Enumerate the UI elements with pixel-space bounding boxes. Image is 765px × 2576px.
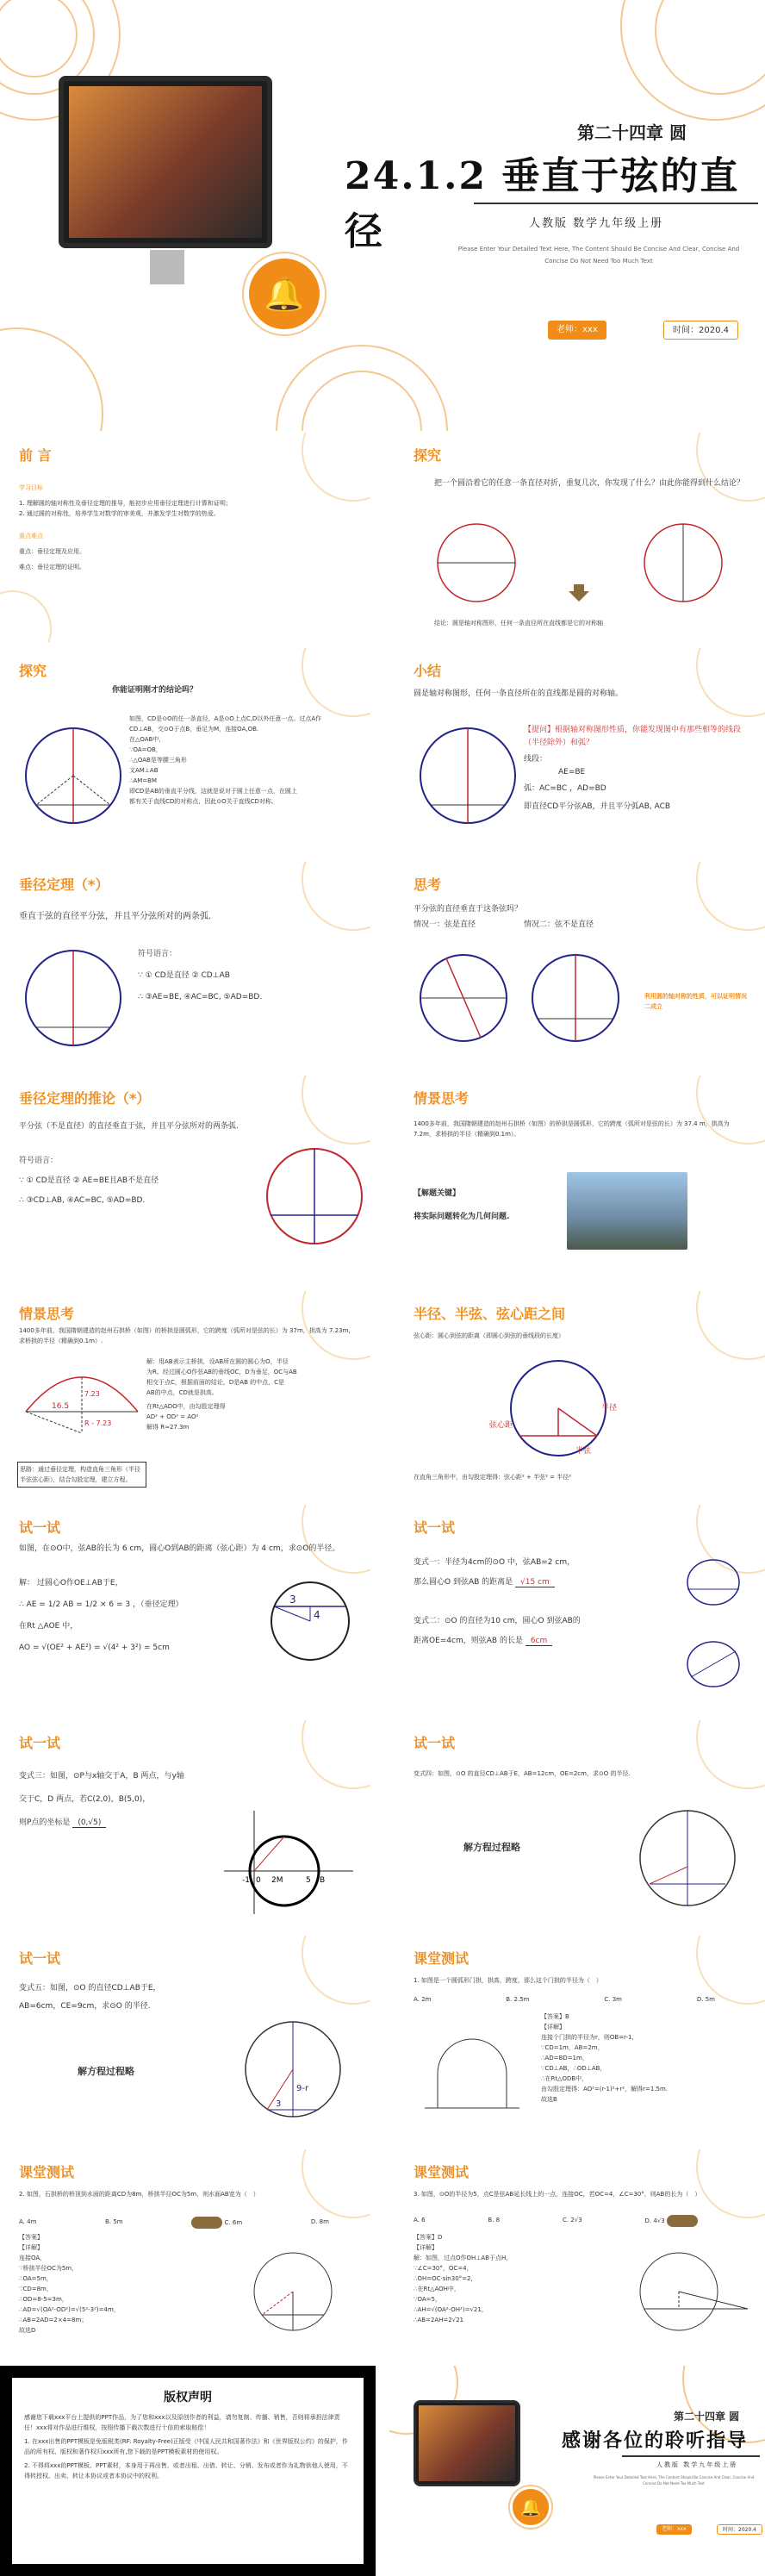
proof-line: 都有关于直线CD的对称点，因此⊙O关于直线CD对称。 xyxy=(129,798,277,805)
answer-line: ∴AB=2AH=2√21 xyxy=(414,2317,464,2323)
method-note: 思路：通过垂径定理，构造直角三角形（半径半弦弦心距），结合勾股定理，建立方程。 xyxy=(17,1462,146,1488)
answer-line: 由勾股定理得：AO²=(r-1)²+r²，解得r=1.5m. xyxy=(541,2086,668,2093)
option-d[interactable]: D. 4√3 xyxy=(644,2217,665,2224)
problem-text: 距离OE=4cm，则弦AB 的长是 xyxy=(414,1637,523,1645)
circle-figure xyxy=(627,1798,748,1918)
answer-line: ∴AD=√(OA²-OD²)=√(5²-3²)=4m， xyxy=(19,2306,120,2313)
option-a[interactable]: A. 4m xyxy=(19,2218,37,2225)
label-n2: 4 xyxy=(314,1609,320,1621)
axis-label: 5 xyxy=(306,1876,311,1885)
coordinate-figure xyxy=(220,1806,358,1918)
answer: AE=BE xyxy=(558,768,586,777)
answer-line: ∴OD=8-5=3m， xyxy=(19,2296,68,2303)
label-radius: 半径 xyxy=(601,1404,618,1413)
proof-line: 在△OAB中， xyxy=(129,736,165,743)
solution-line: 为R。经过圆心O作弦AB的垂线OC，D为垂足，OC与AB xyxy=(146,1369,297,1375)
solution-line: AO = √(OE² + AE²) = √(4² + 3²) = 5cm xyxy=(19,1644,170,1652)
slide-title: 前 言 xyxy=(19,447,52,464)
slide-try-2 xyxy=(395,1505,765,1714)
highlight-dot xyxy=(667,2215,698,2227)
option-c[interactable]: C. 3m xyxy=(604,1996,622,2003)
problem-text: 变式三：如图，⊙P与x轴交于A，B 两点，与y轴 xyxy=(19,1772,184,1781)
problem-text: 变式二：⊙O 的直径为10 cm，圆心O 到弦AB的 xyxy=(414,1617,581,1625)
problem-text: 如图，在⊙O中，弦AB的长为 6 cm，圆心O到AB的距离（弦心距）为 4 cm，求⊙O的半径。 xyxy=(19,1544,340,1553)
fold-figures xyxy=(429,515,731,610)
label-n2: 3 xyxy=(276,2099,282,2109)
problem-text: 1400多年前，我国隋朝建造的赵州石拱桥（如图）的桥拱是圆弧形，它的跨度（弧所对是弦的长）为 37m，拱高为 7.23m,求桥拱的半径（精确到0.1m）. xyxy=(19,1327,351,1344)
note: 利用圆的轴对称的性质，可以证明情况二成立 xyxy=(644,993,747,1010)
slide-try-4 xyxy=(395,1720,765,1930)
question: 你能证明刚才的结论吗？ xyxy=(112,686,198,695)
label-n1: 9-r xyxy=(296,2084,309,2093)
answer-line: 【详解】 xyxy=(541,2024,565,2030)
answer-line: 连接OA， xyxy=(19,2255,47,2261)
axis-label: 0 xyxy=(256,1876,261,1885)
label: 线段： xyxy=(524,755,548,764)
circle-figure xyxy=(258,1574,362,1668)
conclusion: ∴ ③CD⊥AB, ④AC=BC, ⑤AD=BD. xyxy=(19,1196,146,1205)
slide-title: 课堂测试 xyxy=(414,2164,470,2180)
answer-line: ∴AD=BD=1m， xyxy=(541,2055,588,2061)
label-n3: 7.23 xyxy=(84,1390,100,1398)
slide-title: 课堂测试 xyxy=(19,2164,75,2180)
bell-icon: 🔔 xyxy=(244,253,325,334)
slide-title: 试一试 xyxy=(19,1950,61,1967)
slide-relations xyxy=(395,1291,765,1500)
problem-text: 变式五：如图，⊙O 的直径CD⊥AB于E， xyxy=(19,1984,161,1993)
answer-line: 【答案】B xyxy=(541,2013,569,2020)
bell-icon: 🔔 xyxy=(510,2486,551,2528)
slide-title: 课堂测试 xyxy=(414,1950,470,1967)
edition-label: 人教版 数学九年级上册 xyxy=(656,2461,738,2468)
option-b[interactable]: B. 2.5m xyxy=(506,1996,530,2003)
option-a[interactable]: A. 2m xyxy=(414,1996,432,2003)
slide-theorem xyxy=(0,862,370,1071)
date-badge: 时间：2020.4 xyxy=(663,321,738,340)
answer: 解得 R≈27.3m xyxy=(146,1424,190,1431)
subtext: Please Enter Your Detailed Text Here, The Content Should Be Concise And Clear, Concise And Concise Do Not Need Too Much Text xyxy=(457,246,740,265)
arch-door-figure xyxy=(420,2013,524,2117)
summary-text: 圆是轴对称图形，任何一条直径所在的直线都是圆的对称轴。 xyxy=(414,689,624,698)
solution-line: ∴ AE = 1/2 AB = 1/2 × 6 = 3 ，（垂径定理） xyxy=(19,1600,183,1609)
option-d[interactable]: D. 5m xyxy=(696,1996,715,2003)
solution-line: AB的中点，CD就是拱高。 xyxy=(146,1389,218,1396)
slide-corollary xyxy=(0,1076,370,1285)
answer-line: ∴在Rt△AOH中， xyxy=(414,2286,460,2292)
axis-label: 2M xyxy=(271,1876,283,1885)
answer-line: ∵CD=1m，AB=2m， xyxy=(541,2044,604,2051)
problem-text: 变式四：如图，⊙O 的直径CD⊥AB于E，AB=12cm，OE=2cm，求⊙O 的半径. xyxy=(414,1770,631,1777)
problem-text: AB=6cm，CE=9cm，求⊙O 的半径. xyxy=(19,2002,151,2011)
answer-line: 故选D xyxy=(19,2327,36,2334)
cover-slide xyxy=(0,0,765,431)
formula: 在直角三角形中，由勾股定理得：弦心距² + 半弦² = 半径² xyxy=(414,1474,572,1481)
circle-figure xyxy=(619,2244,756,2339)
key-1: 重点：垂径定理及应用。 xyxy=(19,548,85,555)
problem-text: 则P点的坐标是 xyxy=(19,1818,71,1827)
chapter-title: 第二十四章 圆 xyxy=(577,122,687,143)
subtext: Please Enter Your Detailed Text Here, The Content Should Be Concise And Clear, Concise And Concise Do Not Need Too Much Text xyxy=(593,2475,755,2486)
slide-try-5 xyxy=(0,1936,370,2145)
answer: √15 cm xyxy=(515,1578,555,1587)
key-label: 重点难点 xyxy=(19,533,43,540)
circle-figure xyxy=(412,715,524,836)
axis-label: -1 xyxy=(242,1876,250,1885)
answer-line: 【详解】 xyxy=(19,2244,43,2251)
slide-preface xyxy=(0,433,370,642)
slide-title: 试一试 xyxy=(19,1735,61,1751)
slide-title: 垂径定理（*） xyxy=(19,876,109,893)
slide-summary xyxy=(395,648,765,858)
option-b[interactable]: B. 5m xyxy=(105,2218,123,2225)
solution-line: 相交于点C，根据前面的结论，D是AB 的中点，C是 xyxy=(146,1379,284,1386)
page-title: 24.1.2 垂直于弦的直径 xyxy=(345,154,740,253)
answer: (0,√5) xyxy=(72,1818,106,1828)
solution-line: 在Rt △AOE 中， xyxy=(19,1622,78,1631)
answer-line: ∴OA=5m， xyxy=(19,2275,53,2282)
monitor-image xyxy=(414,2400,520,2486)
answer-line: ∵桥拱半径OC为5m， xyxy=(19,2265,78,2272)
divider xyxy=(622,2455,760,2457)
question: 2. 如图，石拱桥的桥顶到水面的距离CD为8m，桥拱半径OC为5m，则水面AB宽为（ ） xyxy=(19,2191,259,2198)
bridge-photo xyxy=(567,1172,687,1250)
answer-line: ∴AH=√(OA²-OH²)=√21， xyxy=(414,2306,488,2313)
answer-line: 故选B xyxy=(541,2096,557,2103)
proof-line: ∴AM=BM xyxy=(129,777,157,784)
corollary-text: 平分弦（不是直径）的直径垂直于弦，并且平分弦所对的两条弧. xyxy=(19,1122,239,1131)
theorem-text: 垂直于弦的直径平分弦，并且平分弦所对的两条弧. xyxy=(19,912,212,921)
question: 把一个圆沿着它的任意一条直径对折，重复几次，你发现了什么？由此你能得到什么结论？ xyxy=(434,479,745,488)
definition: 弦心距：圆心到弦的距离（即圆心到弦的垂线段的长度） xyxy=(414,1332,564,1339)
teacher-badge: 老师：xxx xyxy=(656,2524,692,2535)
question: 3. 如图，⊙O的半径为5，点C是弦AB延长线上的一点，连接OC，若OC=4，∠C=30°，则AB的长为（ ） xyxy=(414,2191,701,2198)
copyright-slide xyxy=(0,2366,376,2576)
slide-title: 探究 xyxy=(414,447,442,464)
label-distance: 弦心距 xyxy=(489,1421,513,1430)
label: 符号语言： xyxy=(138,950,177,958)
answer-line: ∴OH=OC·sin30°=2， xyxy=(414,2275,477,2282)
option-b[interactable]: B. 8 xyxy=(488,2217,501,2224)
answer-line: ∵∠C=30°，OC=4， xyxy=(414,2265,473,2272)
circle-figure xyxy=(241,2244,345,2339)
goal-2: 2. 通过圆的对称性，培养学生对数学的审美观，并激发学生对数学的热爱。 xyxy=(19,510,220,517)
teacher-badge: 老师：xxx xyxy=(548,321,606,340)
slide-title: 情景思考 xyxy=(414,1090,470,1107)
circle-figure xyxy=(17,715,129,836)
copyright-text: 感谢您下载xxx平台上提供的PPT作品，为了您和xxx以及原创作者的利益，请勿复制、传播、销售，否则将承担法律责任！xxx将对作品进行维权，按照传播下载次数进行十倍的索取赔偿！ xyxy=(24,2414,340,2431)
slide-title: 垂径定理的推论（*） xyxy=(19,1090,151,1107)
slide-explore-1 xyxy=(395,433,765,642)
label: 符号语言： xyxy=(19,1157,59,1165)
condition: ∵ ① CD是直径 ② AE=BE且AB不是直径 xyxy=(19,1176,159,1185)
chapter-title: 第二十四章 圆 xyxy=(674,2411,740,2423)
slide-test-3 xyxy=(395,2149,765,2359)
slide-title: 情景思考 xyxy=(19,1306,75,1322)
slide-scenario-2 xyxy=(0,1291,370,1500)
circle-figure xyxy=(17,938,129,1058)
answer-line: 解：如图，过点O作OH⊥AB于点H， xyxy=(414,2255,513,2261)
divider xyxy=(474,203,758,204)
problem-text: 变式一：半径为4cm的⊙O 中，弦AB=2 cm， xyxy=(414,1558,575,1567)
proof-line: 又AM⊥AB xyxy=(129,767,159,774)
problem-text: 交于C，D 两点，若C(2,0)，B(5,0)， xyxy=(19,1795,151,1804)
answer-line: 【答案】 xyxy=(19,2234,43,2241)
proof-line: CD⊥AB，交⊙O于点B，垂足为M，连接OA,OB. xyxy=(129,726,259,733)
problem-text: 1400多年前，我国隋朝建造的赵州石拱桥（如图）的桥拱是圆弧形，它的跨度（弧所对是弦的长）为 37.4 m，拱高为7.2m，求桥拱的半径（精确到0.1m）。 xyxy=(414,1120,730,1138)
solution-note: 解方程过程略 xyxy=(463,1842,520,1853)
label-n1: 16.5 xyxy=(52,1402,70,1411)
answer-line: 【详解】 xyxy=(414,2244,438,2251)
proof-line: ∴△OAB是等腰三角形 xyxy=(129,757,187,764)
question: 平分弦的直径垂直于这条弦吗？ xyxy=(414,905,523,914)
answer-line: ∵CD⊥AB，∴OD⊥AB， xyxy=(541,2065,606,2072)
slide-title: 半径、半弦、弦心距之间 xyxy=(414,1306,566,1322)
circle-figure xyxy=(258,1136,370,1265)
solution-line: 在Rt△ADO中，由勾股定理得 xyxy=(146,1403,226,1410)
date-badge: 时间：2020.4 xyxy=(717,2524,762,2535)
thanks-slide xyxy=(389,2366,765,2576)
circle-figure xyxy=(489,1348,627,1469)
problem-text: 那么圆心O 到弦AB 的距离是 xyxy=(414,1578,513,1587)
proof-line: 即CD是AB的垂直平分线，这就是说对于圆上任意一点，在圆上 xyxy=(129,788,297,795)
highlight-dot xyxy=(191,2217,222,2229)
answer-line: 连接个门拱的半径为r，则OB=r-1, xyxy=(541,2034,634,2041)
option-c[interactable]: C. 2√3 xyxy=(562,2217,582,2224)
slide-try-1 xyxy=(0,1505,370,1714)
option-d[interactable]: D. 8m xyxy=(310,2218,329,2225)
answer-line: ∵CD=8m， xyxy=(19,2286,53,2292)
slide-title: 小结 xyxy=(414,663,442,679)
option-a[interactable]: A. 6 xyxy=(414,2217,426,2224)
circle-figure xyxy=(233,2005,353,2134)
copyright-text: 2. 不得将xxx的PPT模板、PPT素材，本身用于再出售，或者出租、出借、转让、分销、发布或者作为礼物供他人使用，不得转授权、出卖、转让本协议或者本协议中的权利。 xyxy=(24,2462,348,2479)
slide-title: 思考 xyxy=(414,876,442,893)
goal-label: 学习目标 xyxy=(19,484,43,491)
conclusion: 结论：圆是轴对称图形，任何一条直径所在直线都是它的对称轴 xyxy=(434,620,603,627)
copyright-text: 1. 在xxx出售的PPT模板是免版税类(RF: Royalty-Free)正版受《中国人民共和国著作法》和《世界版权公约》的保护，作品的所有权、版权和著作权归xxx所有,您下载的是PPT模板素材的使用权。 xyxy=(24,2438,348,2455)
slide-test-2 xyxy=(0,2149,370,2359)
slide-explore-2 xyxy=(0,648,370,858)
deco-ring xyxy=(0,327,103,431)
conclusion: ∴ ③AE=BE, ④AC=BC, ⑤AD=BD. xyxy=(138,993,263,1001)
label-n1: 3 xyxy=(289,1594,296,1606)
option-c[interactable]: C. 6m xyxy=(224,2219,243,2226)
label-halfchord: 半弦 xyxy=(575,1447,592,1456)
answer: 即直径CD平分弦AB，并且平分弧AB, ACB xyxy=(524,802,671,811)
circle-figures xyxy=(412,938,636,1058)
condition: ∵ ① CD是直径 ② CD⊥AB xyxy=(138,971,230,980)
solution-line: 解： 过圆心O作OE⊥AB于E， xyxy=(19,1579,123,1587)
slide-try-3 xyxy=(0,1720,370,1930)
answer-line: ∵OA=5， xyxy=(414,2296,441,2303)
proof-line: ∵OA=OB， xyxy=(129,746,162,753)
answer-line: 【答案】D xyxy=(414,2234,443,2241)
axis-label: B xyxy=(320,1876,326,1885)
solution-note: 解方程过程略 xyxy=(78,2066,134,2077)
question: 1. 如图是一个圆弧形门拱，拱高，跨度，那么这个门拱的半径为（ ） xyxy=(414,1977,602,1984)
proof-line: 如图，CD是⊙O的任一条直径，A是⊙O上点C,D以外任意一点。过点A作 xyxy=(129,715,322,722)
slide-title: 试一试 xyxy=(414,1519,456,1536)
case-1: 情况一：弦是直径 xyxy=(414,920,476,929)
monitor-image xyxy=(59,76,272,248)
equation: AD² + OD² = AO² xyxy=(146,1413,199,1420)
solution-line: 解：用AB表示主桥拱，设AB所在圆的圆心为O，半径 xyxy=(146,1358,289,1365)
case-2: 情况二：弦不是直径 xyxy=(524,920,594,929)
edition-label: 人教版 数学九年级上册 xyxy=(529,217,664,230)
answer: 弧：AC=BC ，AD=BD xyxy=(524,784,606,793)
answer-line: ∴AB=2AD=2×4=8m； xyxy=(19,2317,88,2323)
slide-test-1 xyxy=(395,1936,765,2145)
slide-title: 试一试 xyxy=(19,1519,61,1536)
slide-title: 试一试 xyxy=(414,1735,456,1751)
slide-title: 探究 xyxy=(19,663,47,679)
question: 【提问】根据轴对称图形性质，你能发现图中有那些相等的线段（半径除外）和弧？ xyxy=(524,726,742,747)
slide-think xyxy=(395,862,765,1071)
key-2: 难点：垂径定理的证明。 xyxy=(19,564,85,571)
thanks-title: 感谢各位的聆听指导 xyxy=(562,2429,749,2452)
answer: 6cm xyxy=(526,1637,552,1646)
hint-label: 【解题关键】 xyxy=(414,1189,461,1198)
copyright-title: 版权声明 xyxy=(164,2391,212,2404)
slide-scenario-1 xyxy=(395,1076,765,1285)
circle-figures xyxy=(670,1548,756,1712)
arch-figure xyxy=(17,1351,146,1438)
hint: 将实际问题转化为几何问题. xyxy=(414,1213,510,1221)
goal-1: 1. 理解圆的轴对称性及垂径定理的推导，能初步应用垂径定理进行计算和证明； xyxy=(19,500,232,507)
answer-line: ∴在Rt△ODB中， xyxy=(541,2075,588,2082)
label-n2: R - 7.23 xyxy=(84,1419,112,1427)
